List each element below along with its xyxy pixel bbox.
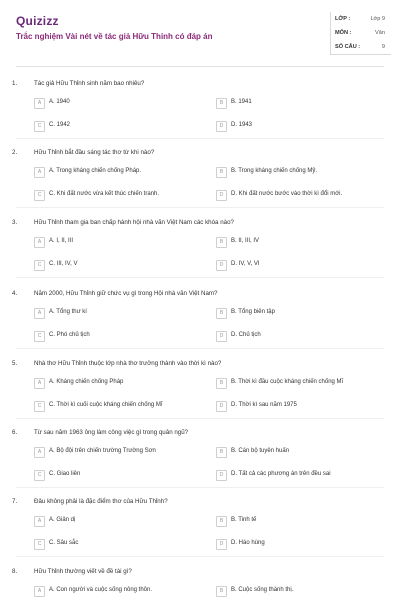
question-text: Năm 2000, Hữu Thỉnh giữ chức vụ gì trong Hội nhà văn Việt Nam? <box>34 290 218 297</box>
option-letter-box: B <box>216 378 227 389</box>
option-text: A. Con người và cuộc sống nông thôn. <box>49 587 153 593</box>
option-text: C. Khi đất nước vừa kết thúc chiến tranh. <box>49 191 160 197</box>
option-letter-box: B <box>216 586 227 597</box>
option-text: D. Hào hùng <box>231 540 265 546</box>
option-text: D. Tất cả các phương án trên đều sai <box>231 471 331 477</box>
option-letter-box: D <box>216 401 227 412</box>
option-letter-box: D <box>216 331 227 342</box>
meta-count-label: SỐ CÂU : <box>335 44 361 50</box>
option-letter-box: B <box>216 308 227 319</box>
meta-count-value: 9 <box>381 44 385 50</box>
option-text: A. I, II, III <box>49 238 74 244</box>
question-divider <box>16 277 384 278</box>
option-letter-box: C <box>34 121 45 132</box>
question-number: 2. <box>12 149 18 156</box>
option-text: B. II, III, IV <box>231 238 260 244</box>
option-text: D. IV, V, VI <box>231 261 260 267</box>
meta-subject-row <box>331 26 391 40</box>
option-text: C. Thời kì cuối cuộc kháng chiến chống Mĩ <box>49 402 163 408</box>
option-letter-box: A <box>34 586 45 597</box>
question-text: Tác giả Hữu Thỉnh sinh năm bao nhiêu? <box>34 80 145 87</box>
option-letter-box: D <box>216 121 227 132</box>
question-divider <box>16 487 384 488</box>
option-text: D. Thời kì sau năm 1975 <box>231 402 297 408</box>
option-text: A. Trong kháng chiến chống Pháp. <box>49 168 142 174</box>
header-divider <box>16 66 384 67</box>
option-letter-box: A <box>34 378 45 389</box>
option-letter-box: A <box>34 447 45 458</box>
question-text: Đâu không phải là đặc điểm thơ của Hữu Thỉnh? <box>34 498 168 505</box>
option-text: B. 1941 <box>231 99 252 105</box>
option-text: B. Cuộc sống thành thị. <box>231 587 294 593</box>
option-letter-box: D <box>216 539 227 550</box>
header <box>0 0 400 66</box>
option-letter-box: A <box>34 516 45 527</box>
option-letter-box: D <box>216 260 227 271</box>
meta-class-row <box>331 12 391 26</box>
question-number: 3. <box>12 219 18 226</box>
option-text: A. Kháng chiến chống Pháp <box>49 379 124 385</box>
meta-count-row <box>331 40 391 55</box>
question-number: 7. <box>12 498 18 505</box>
question-text: Hữu Thỉnh thường viết về đề tài gì? <box>34 568 132 575</box>
option-letter-box: B <box>216 516 227 527</box>
option-letter-box: C <box>34 190 45 201</box>
question-divider <box>16 348 384 349</box>
option-text: B. Trong kháng chiến chống Mỹ. <box>231 168 318 174</box>
option-text: A. Giản dị <box>49 517 76 523</box>
option-letter-box: C <box>34 539 45 550</box>
option-letter-box: A <box>34 167 45 178</box>
option-letter-box: D <box>216 470 227 481</box>
option-letter-box: A <box>34 237 45 248</box>
option-text: B. Thời kì đầu cuộc kháng chiến chống Mĩ <box>231 379 344 385</box>
question-divider <box>16 556 384 557</box>
option-text: C. Phó chủ tịch <box>49 332 90 338</box>
question-number: 1. <box>12 80 18 87</box>
quizizz-logo[interactable]: Quizizz <box>16 14 59 28</box>
option-text: D. Khi đất nước bước vào thời kì đổi mới. <box>231 191 343 197</box>
meta-class-label: LỚP : <box>335 16 351 22</box>
question-text: Từ sau năm 1963 ông làm công việc gì trong quân ngũ? <box>34 429 189 436</box>
option-letter-box: B <box>216 237 227 248</box>
option-letter-box: C <box>34 401 45 412</box>
option-text: C. Sâu sắc <box>49 540 79 546</box>
option-text: C. III, IV, V <box>49 261 78 267</box>
option-text: B. Cán bộ tuyên huấn <box>231 448 290 454</box>
option-letter-box: C <box>34 470 45 481</box>
question-divider <box>16 207 384 208</box>
question-number: 4. <box>12 290 18 297</box>
question-text: Hữu Thỉnh tham gia ban chấp hành hội nhà văn Việt Nam các khóa nào? <box>34 219 234 226</box>
option-text: D. 1943 <box>231 122 253 128</box>
option-letter-box: D <box>216 190 227 201</box>
option-letter-box: A <box>34 98 45 109</box>
question-text: Nhà thơ Hữu Thỉnh thuộc lớp nhà thơ trưởng thành vào thời kì nào? <box>34 360 222 367</box>
option-letter-box: C <box>34 331 45 342</box>
option-text: C. Giao liên <box>49 471 81 477</box>
option-letter-box: B <box>216 167 227 178</box>
option-letter-box: B <box>216 98 227 109</box>
question-number: 6. <box>12 429 18 436</box>
option-text: A. Bộ đội trên chiến trường Trường Sơn <box>49 448 156 454</box>
question-text: Hữu Thỉnh bắt đầu sáng tác thơ từ khi nào? <box>34 149 155 156</box>
meta-class-value: Lớp 9 <box>370 16 385 22</box>
page-title: Trắc nghiệm Vài nét về tác giả Hữu Thỉnh có đáp án <box>16 32 213 41</box>
option-letter-box: B <box>216 447 227 458</box>
option-letter-box: C <box>34 260 45 271</box>
question-number: 5. <box>12 360 18 367</box>
meta-subject-value: Văn <box>375 30 385 36</box>
option-text: B. Tinh tế <box>231 517 257 523</box>
question-divider <box>16 418 384 419</box>
option-text: A. 1940 <box>49 99 70 105</box>
question-number: 8. <box>12 568 18 575</box>
option-text: D. Chủ tịch <box>231 332 261 338</box>
meta-subject-label: MÔN : <box>335 30 352 36</box>
quiz-meta-box <box>330 12 391 55</box>
option-text: C. 1942 <box>49 122 71 128</box>
question-divider <box>16 138 384 139</box>
option-text: A. Tổng thư kí <box>49 309 87 315</box>
option-text: B. Tổng biên tập <box>231 309 275 315</box>
option-letter-box: A <box>34 308 45 319</box>
